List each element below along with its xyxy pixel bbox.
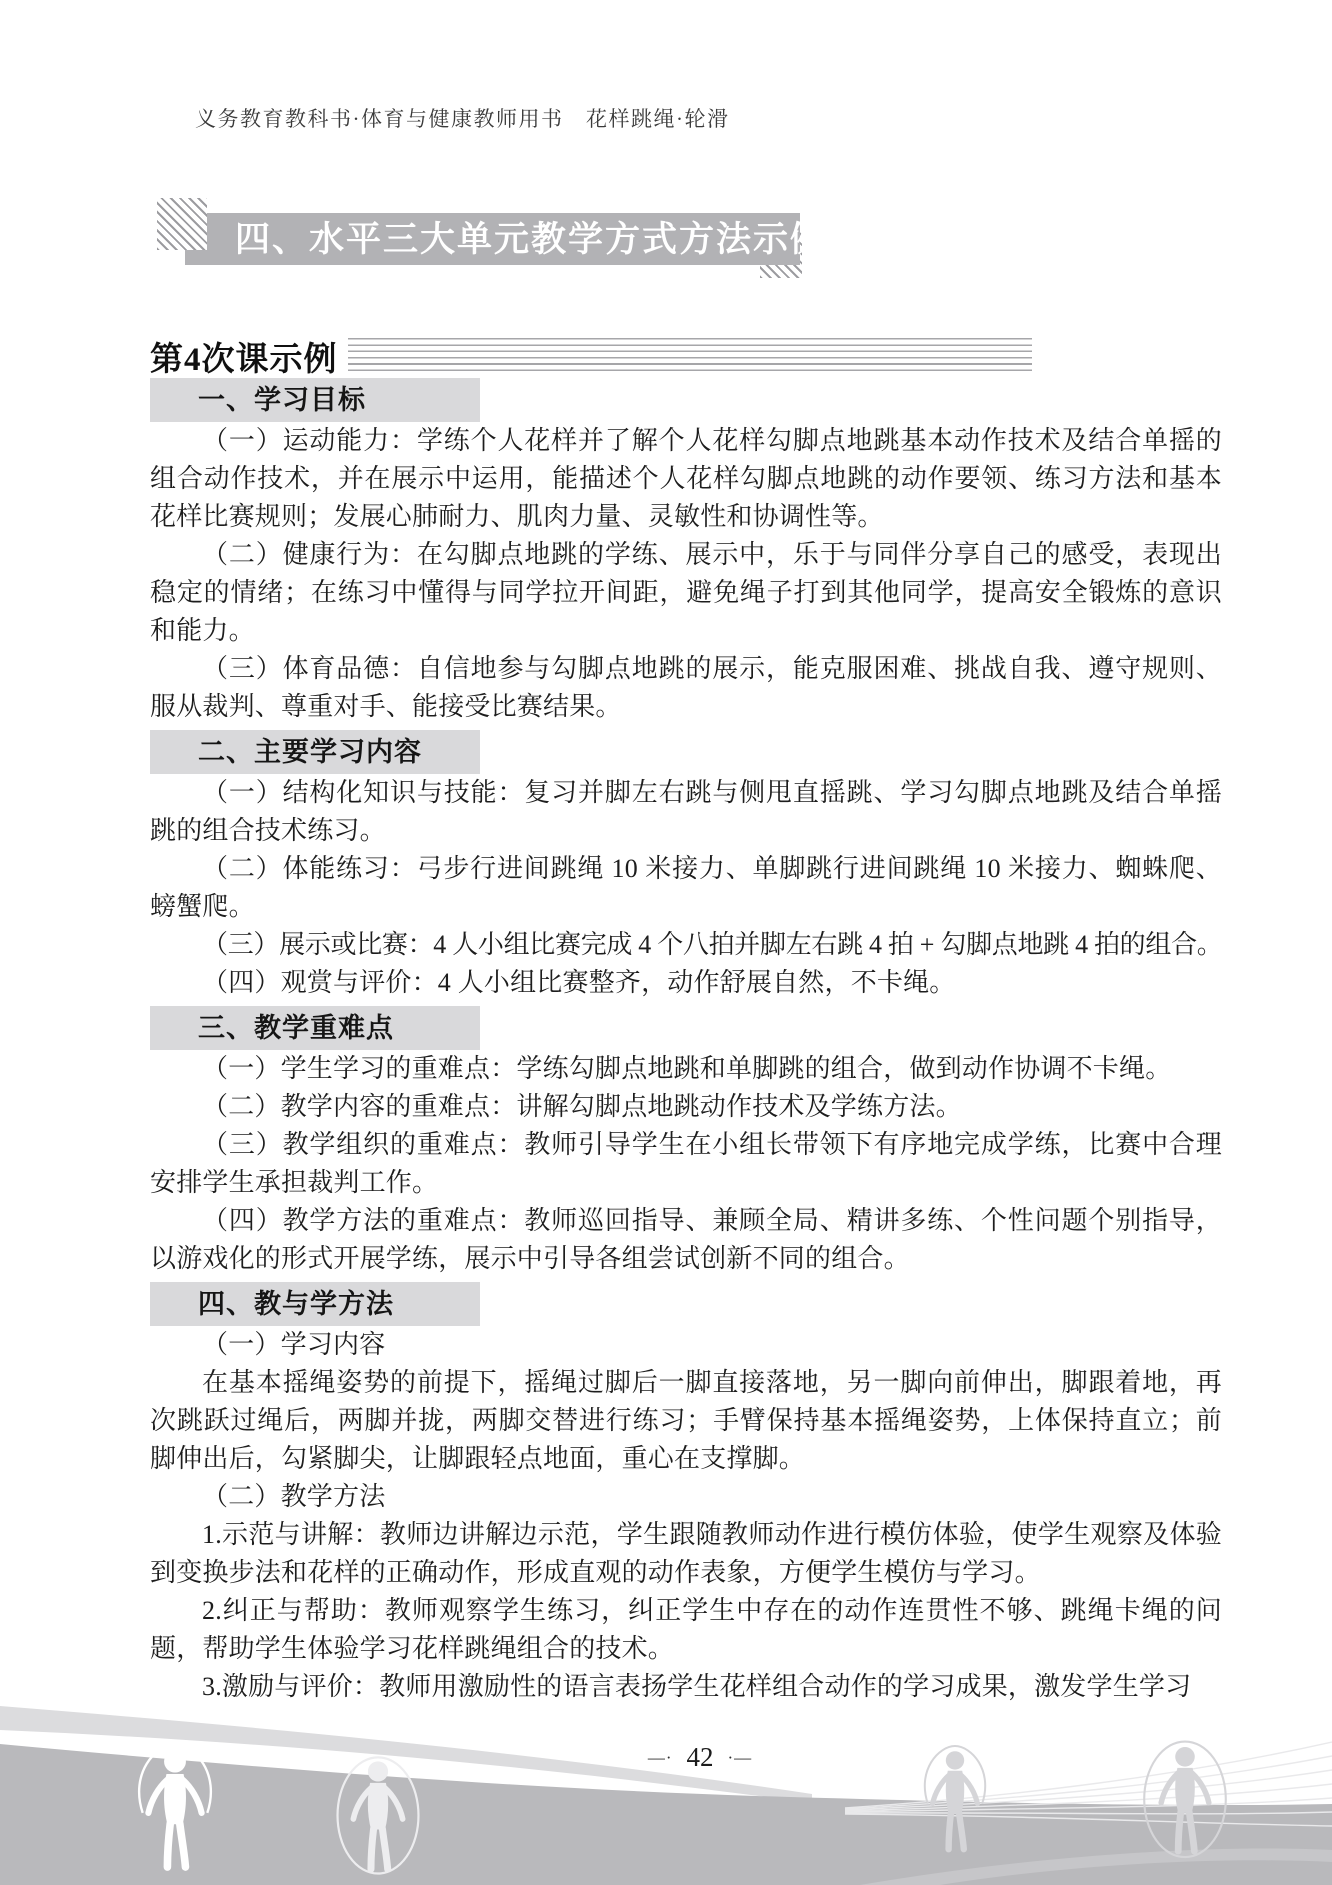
content-section bbox=[150, 1282, 1222, 1706]
section-heading: 四、教与学方法 bbox=[150, 1282, 480, 1326]
body-paragraph: （一）运动能力：学练个人花样并了解个人花样勾脚点地跳基本动作技术及结合单摇的组合动作技术，并在展示中运用，能描述个人花样勾脚点地跳的动作要领、练习方法和基本花样比赛规则；发展心肺耐力、肌肉力量、灵敏性和协调性等。 bbox=[150, 426, 1222, 531]
footer-fan-lines bbox=[845, 1742, 1332, 1826]
content-section bbox=[150, 1006, 1222, 1278]
body-paragraph: （三）教学组织的重难点：教师引导学生在小组长带领下有序地完成学练，比赛中合理安排学生承担裁判工作。 bbox=[150, 1130, 1222, 1197]
body-paragraph: （三）体育品德：自信地参与勾脚点地跳的展示，能克服困难、挑战自我、遵守规则、服从裁判、尊重对手、能接受比赛结果。 bbox=[150, 654, 1222, 721]
body-paragraph: （一）学习内容 bbox=[202, 1330, 386, 1359]
chapter-banner bbox=[185, 213, 828, 265]
page-number: 42 bbox=[686, 1742, 714, 1772]
body-paragraph: （二）体能练习：弓步行进间跳绳 10 米接力、单脚跳行进间跳绳 10 米接力、蜘蛛爬、螃蟹爬。 bbox=[150, 854, 1222, 921]
content-section bbox=[150, 730, 1222, 1002]
page-number-deco-left: —· bbox=[647, 1747, 673, 1767]
body-paragraph: （三）展示或比赛：4 人小组比赛完成 4 个八拍并脚左右跳 4 拍 + 勾脚点地跳 4 拍的组合。 bbox=[202, 930, 1223, 959]
body-paragraph: 在基本摇绳姿势的前提下，摇绳过脚后一脚直接落地，另一脚向前伸出，脚跟着地，再次跳跃过绳后，两脚并拢，两脚交替进行练习；手臂保持基本摇绳姿势，上体保持直立；前脚伸出后，勾紧脚尖，让脚跟轻点地面，重心在支撑脚。 bbox=[150, 1368, 1222, 1473]
section-heading: 二、主要学习内容 bbox=[150, 730, 480, 774]
body-paragraph: （一）结构化知识与技能：复习并脚左右跳与侧甩直摇跳、学习勾脚点地跳及结合单摇跳的组合技术练习。 bbox=[150, 778, 1222, 845]
hatch-square-icon bbox=[157, 198, 207, 250]
running-head: 义务教育教科书·体育与健康教师用书 花样跳绳·轮滑 bbox=[195, 107, 730, 131]
content-section bbox=[150, 378, 1222, 726]
body-paragraph: （二）教学方法 bbox=[202, 1482, 386, 1511]
body-paragraph: （一）学生学习的重难点：学练勾脚点地跳和单脚跳的组合，做到动作协调不卡绳。 bbox=[202, 1054, 1172, 1083]
chapter-title: 四、水平三大单元教学方式方法示例 bbox=[235, 220, 828, 259]
page-number-row bbox=[648, 1742, 752, 1773]
stripe-rule-decoration bbox=[348, 338, 1033, 374]
lesson-heading-row bbox=[150, 336, 1032, 376]
body-paragraph: 2.纠正与帮助：教师观察学生练习，纠正学生中存在的动作连贯性不够、跳绳卡绳的问题，帮助学生体验学习花样跳绳组合的技术。 bbox=[150, 1596, 1222, 1663]
body-paragraph: （二）健康行为：在勾脚点地跳的学练、展示中，乐于与同伴分享自己的感受，表现出稳定的情绪；在练习中懂得与同学拉开间距，避免绳子打到其他同学，提高安全锻炼的意识和能力。 bbox=[150, 540, 1222, 645]
section-heading: 三、教学重难点 bbox=[150, 1006, 480, 1050]
body-paragraph: （四）教学方法的重难点：教师巡回指导、兼顾全局、精讲多练、个性问题个别指导，以游戏化的形式开展学练，展示中引导各组尝试创新不同的组合。 bbox=[150, 1206, 1222, 1273]
page-number-deco-right: ·— bbox=[727, 1747, 753, 1767]
section-heading: 一、学习目标 bbox=[150, 378, 480, 422]
body-paragraph: 3.激励与评价：教师用激励性的语言表扬学生花样组合动作的学习成果，激发学生学习 bbox=[202, 1672, 1192, 1701]
footer-decoration bbox=[0, 1700, 1332, 1885]
body-paragraph: （四）观赏与评价：4 人小组比赛整齐，动作舒展自然，不卡绳。 bbox=[202, 968, 956, 997]
body-paragraph: 1.示范与讲解：教师边讲解边示范，学生跟随教师动作进行模仿体验，使学生观察及体验到变换步法和花样的正确动作，形成直观的动作表象，方便学生模仿与学习。 bbox=[150, 1520, 1222, 1587]
lesson-title: 第4次课示例 bbox=[150, 341, 338, 378]
page-body bbox=[150, 374, 1222, 1706]
body-paragraph: （二）教学内容的重难点：讲解勾脚点地跳动作技术及学练方法。 bbox=[202, 1092, 962, 1121]
